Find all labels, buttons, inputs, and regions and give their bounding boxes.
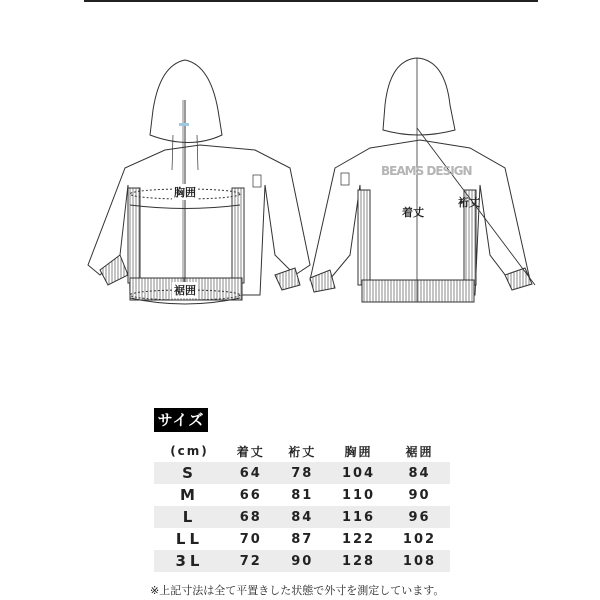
hem-cell: 90 bbox=[408, 487, 431, 503]
size-cell: LL bbox=[175, 530, 204, 548]
hem-header: 裾囲 bbox=[405, 444, 434, 459]
chest-cell: 116 bbox=[328, 506, 389, 528]
length-header: 着丈 bbox=[236, 444, 265, 459]
hem-cell: 108 bbox=[389, 550, 450, 572]
top-divider bbox=[84, 0, 538, 2]
hem-cell: 84 bbox=[389, 462, 450, 484]
brand-watermark: BEAMS DESIGN bbox=[381, 164, 472, 178]
table-header-row bbox=[154, 440, 450, 462]
sleeve-cell: 84 bbox=[277, 506, 329, 528]
unit-header: (cm) bbox=[170, 444, 209, 458]
chest-cell: 110 bbox=[341, 487, 376, 503]
length-cell: 64 bbox=[225, 462, 277, 484]
size-table bbox=[154, 440, 450, 572]
sleeve-label: 裄丈 bbox=[458, 196, 480, 209]
size-cell: M bbox=[180, 486, 199, 504]
length-cell: 68 bbox=[225, 506, 277, 528]
size-cell: S bbox=[154, 462, 225, 484]
chest-cell: 104 bbox=[328, 462, 389, 484]
size-cell: 3L bbox=[154, 550, 225, 572]
length-cell: 72 bbox=[225, 550, 277, 572]
size-cell: L bbox=[154, 506, 225, 528]
length-cell: 70 bbox=[239, 531, 262, 547]
garment-illustration bbox=[0, 40, 600, 320]
sleeve-cell: 90 bbox=[277, 550, 329, 572]
table-row bbox=[154, 462, 450, 484]
hoodie-diagram bbox=[0, 40, 600, 320]
size-badge: サイズ bbox=[154, 408, 208, 432]
sleeve-cell: 81 bbox=[291, 487, 314, 503]
back-view bbox=[310, 58, 535, 302]
sleeve-header: 裄丈 bbox=[288, 444, 317, 459]
sleeve-cell: 87 bbox=[291, 531, 314, 547]
length-cell: 66 bbox=[239, 487, 262, 503]
chest-header: 胸囲 bbox=[344, 444, 373, 459]
table-row bbox=[154, 550, 450, 572]
hem-cell: 102 bbox=[402, 531, 437, 547]
hem-label: 裾囲 bbox=[174, 284, 196, 297]
chest-label: 胸囲 bbox=[174, 186, 196, 199]
measurement-note: ※上記寸法は全て平置きした状態で外寸を測定しています。 bbox=[150, 584, 445, 597]
table-row bbox=[154, 506, 450, 528]
front-view bbox=[88, 60, 310, 304]
chest-cell: 122 bbox=[341, 531, 376, 547]
sleeve-cell: 78 bbox=[277, 462, 329, 484]
length-label: 着丈 bbox=[402, 206, 424, 219]
table-row bbox=[154, 484, 450, 506]
table-row bbox=[154, 528, 450, 550]
chest-cell: 128 bbox=[328, 550, 389, 572]
hem-cell: 96 bbox=[389, 506, 450, 528]
